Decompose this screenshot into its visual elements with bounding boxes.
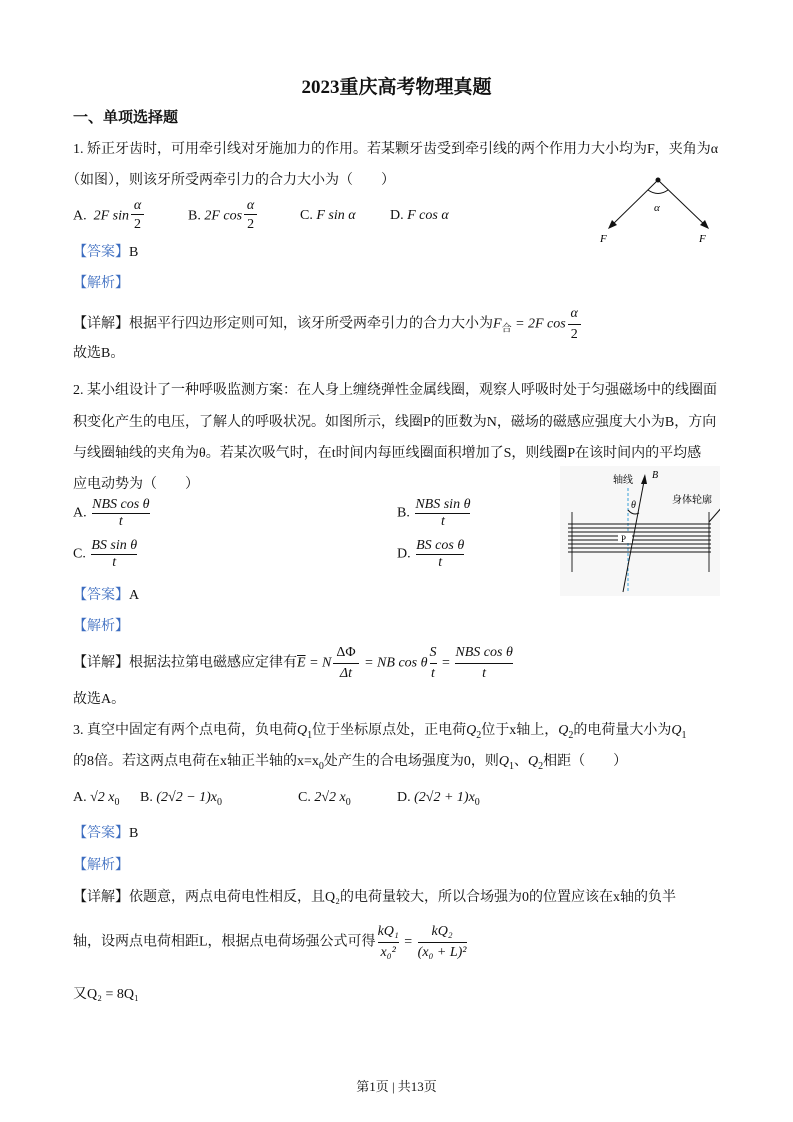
axis-label: 轴线 — [613, 475, 633, 486]
q3-stem-line2: 的8倍。若这两点电荷在x轴正半轴的$x=x_0$处产生的合电场强度为0，则$Q_1$、$Q_2$相距（ ） — [73, 754, 628, 772]
q2-option-a: A. $\frac{\text{NBS cos θ}}{t}$ — [73, 497, 150, 529]
q2-stem-line1: 2. 某小组设计了一种呼吸监测方案：在人身上缠绕弹性金属线圈，观察人呼吸时处于匀强磁场中的线圈面 — [73, 383, 717, 398]
q1-answer: 【答案】B — [73, 245, 139, 260]
q1-option-b: B. 2F cos $\frac{\alpha}{2}$ — [188, 198, 259, 235]
q1-analysis-tag: 【解析】 — [73, 276, 129, 291]
q3-option-c: C. 2√2 $x_0$ — [298, 790, 351, 808]
theta-label: θ — [631, 500, 636, 511]
q2-option-d: D. $\frac{\text{BS cos θ}}{t}$ — [397, 538, 465, 570]
q3-stem-line1: 3. 真空中固定有两个点电荷，负电荷$Q_1$位于坐标原点处，正电荷$Q_2$位于x轴上，$Q_2$的电荷量大小为$Q_1$ — [73, 723, 687, 741]
q1-force-diagram — [595, 172, 720, 247]
q2-coil-diagram — [560, 466, 720, 596]
force-label-left: F — [600, 233, 607, 245]
q3-option-b: B. $(2√2 - 1)x_0$ — [140, 790, 223, 808]
q2-answer: 【答案】A — [73, 588, 140, 603]
q3-detail-line3: 又Q₂ = 8Q₁ — [73, 987, 139, 1002]
q2-option-c: C. $\frac{\text{BS sin θ}}{t}$ — [73, 538, 138, 570]
q1-stem-line2: （如图），则该牙所受两牵引力的合力大小为（ ） — [66, 173, 395, 188]
q2-detail: 【详解】根据法拉第电磁感应定律有$\overline{E} = N$ $\frac{\Delta\Phi}{\Delta t}$ = NB cos θ $\frac{S}{t}$ = $\frac{\text{NBS cos θ}}{t}$ — [73, 645, 513, 681]
q1-option-a: A. 2F sin $\frac{\alpha}{2}$ — [73, 198, 146, 235]
q3-detail-line2: 轴，设两点电荷相距L，根据点电荷场强公式可得 $\frac{\text{kQ₁}}{\text{x₀²}}$ = $\frac{\text{kQ₂}}{\text{(x₀ + L)²}}$ — [73, 924, 467, 960]
page-title: 2023重庆高考物理真题 — [301, 77, 492, 98]
q3-answer: 【答案】B — [73, 826, 139, 841]
q3-option-a: A. √2 $x_0$ — [73, 790, 120, 808]
q1-conclusion: 故选B。 — [73, 346, 125, 361]
q1-detail: 【详解】根据平行四边形定则可知，该牙所受两牵引力的合力大小为$F_合 = 2F$ cos $\frac{\alpha}{2}$ — [73, 304, 583, 345]
q2-option-b: B. $\frac{\text{NBS sin θ}}{t}$ — [397, 497, 471, 529]
q1-stem-line1: 1. 矫正牙齿时，可用牵引线对牙施加力的作用。若某颗牙齿受到牵引线的两个作用力大小均为F，夹角为α — [73, 142, 719, 157]
body-outline-label: 身体轮廓 — [672, 495, 712, 506]
q2-analysis-tag: 【解析】 — [73, 619, 129, 634]
q2-stem-line2: 积变化产生的电压，了解人的呼吸状况。如图所示，线圈P的匝数为N，磁场的磁感应强度大小为B，方向 — [73, 415, 717, 430]
q2-stem-line4: 应电动势为（ ） — [73, 477, 199, 492]
q1-option-d: D. F cos α — [390, 208, 449, 223]
q3-analysis-tag: 【解析】 — [73, 858, 129, 873]
q3-detail-line1: 【详解】依题意，两点电荷电性相反，且Q₂的电荷量较大，所以合场强为0的位置应该在x轴的负半 — [73, 890, 676, 905]
force-label-right: F — [699, 233, 706, 245]
coil-p-label: P — [621, 534, 627, 544]
section-heading: 一、单项选择题 — [73, 110, 179, 126]
q2-conclusion: 故选A。 — [73, 692, 126, 707]
q2-stem-line3: 与线圈轴线的夹角为θ。若某次吸气时，在t时间内每匝线圈面积增加了S，则线圈P在该时间内的平均感 — [73, 446, 702, 461]
q3-option-d: D. $(2√2 + 1)x_0$ — [397, 790, 480, 808]
page-footer: 第1页 | 共13页 — [356, 1079, 437, 1094]
q1-option-c: C. F sin α — [300, 208, 356, 223]
alpha-label: α — [654, 202, 660, 214]
b-field-label: B — [652, 470, 659, 481]
